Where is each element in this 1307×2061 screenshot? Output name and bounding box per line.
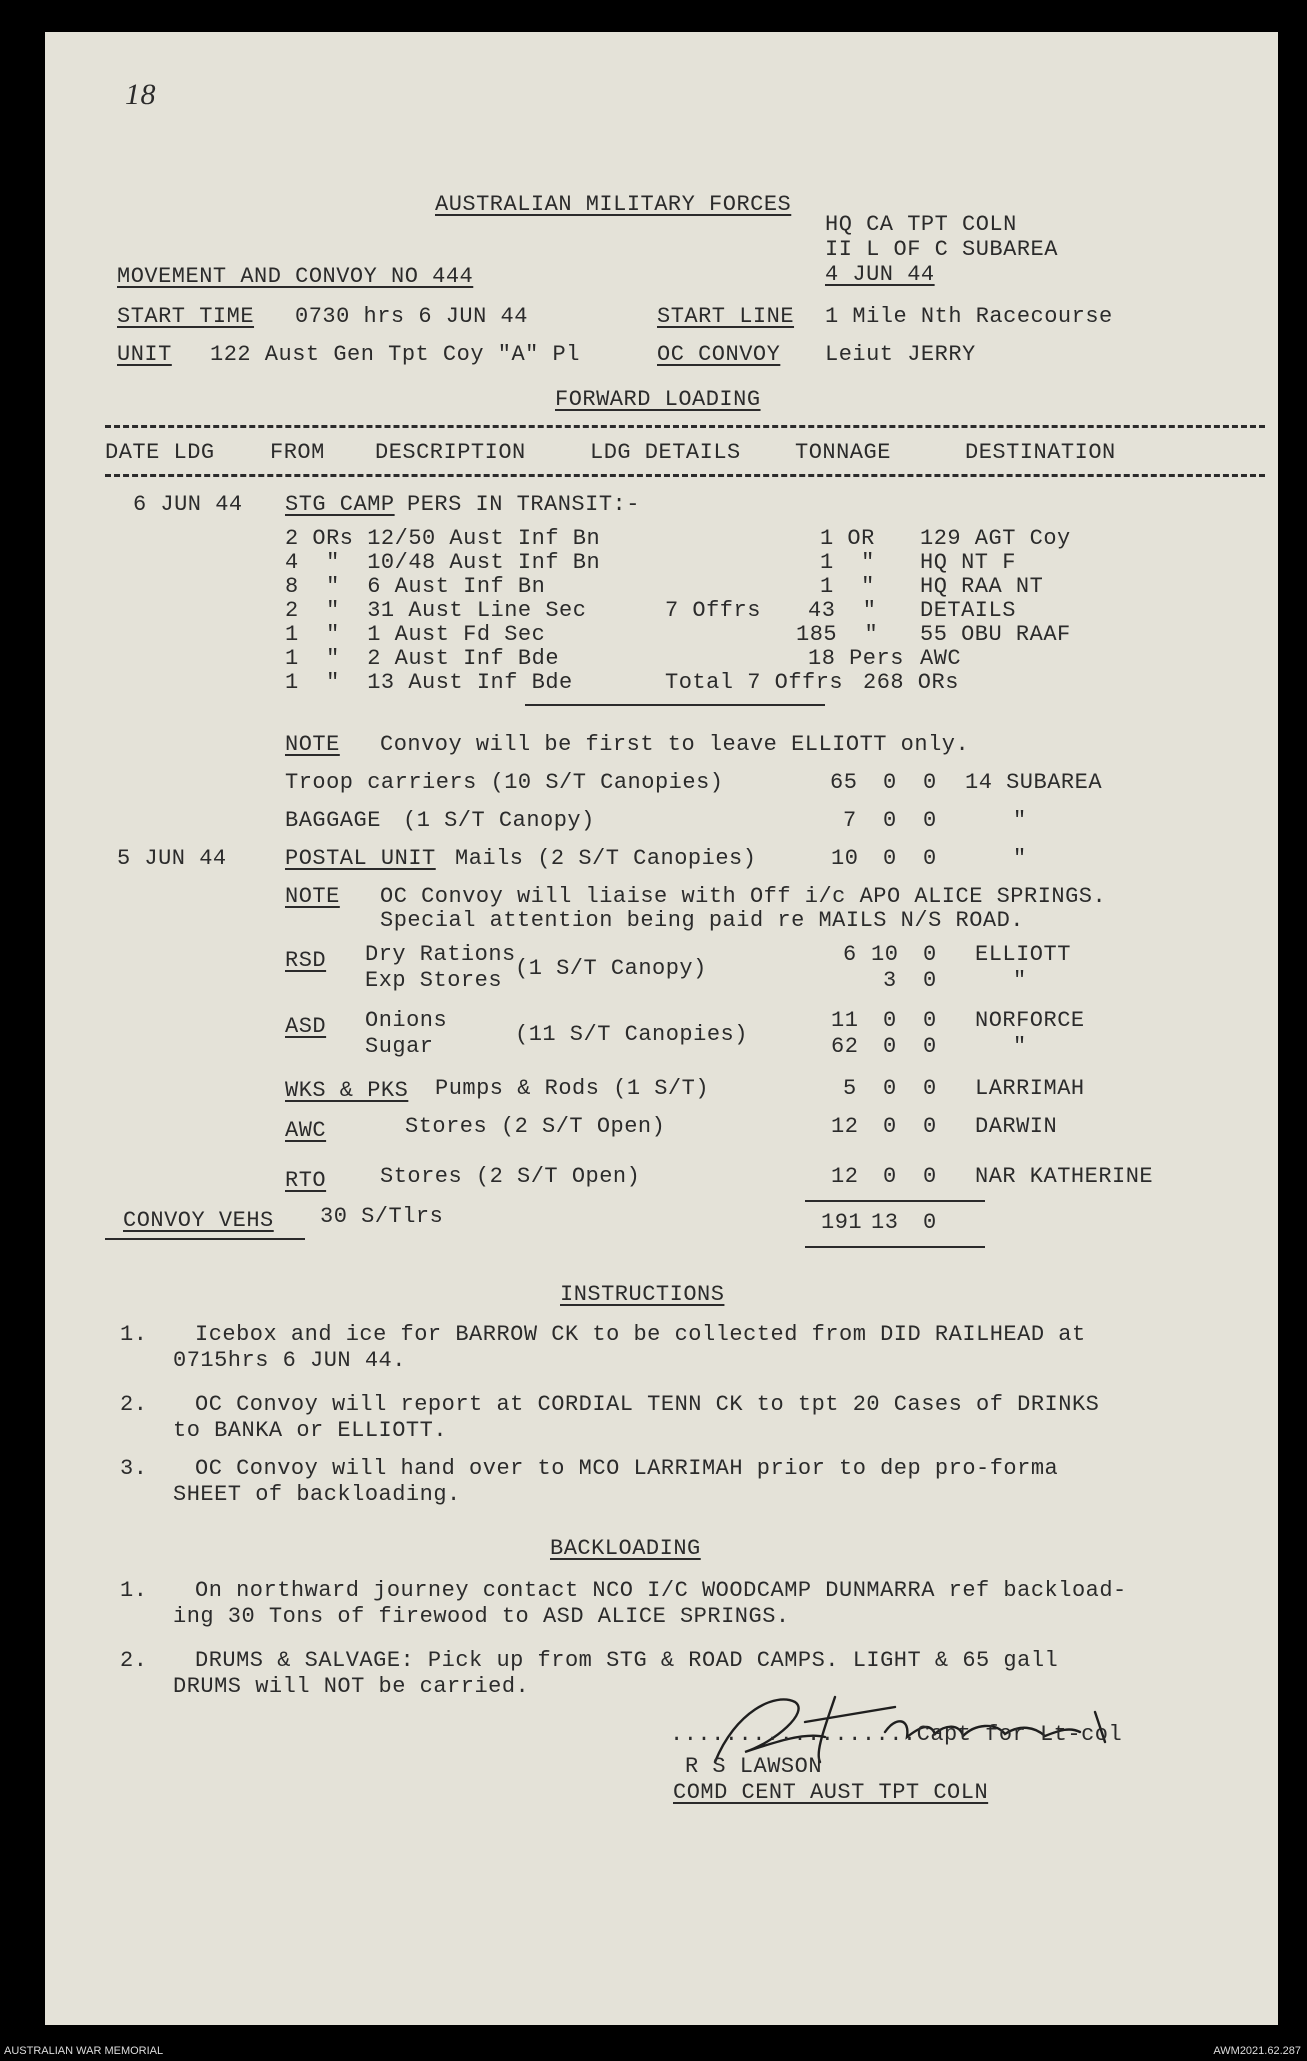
pers-desc: 8 " 6 Aust Inf Bn bbox=[285, 574, 546, 599]
note-label: NOTE bbox=[285, 884, 340, 909]
rsd-desc: (1 S/T Canopy) bbox=[515, 956, 707, 981]
instruction-line1: Icebox and ice for BARROW CK to be collected from DID RAILHEAD at bbox=[195, 1322, 1086, 1347]
stg-from: STG CAMP bbox=[285, 492, 395, 517]
instruction-line1: OC Convoy will report at CORDIAL TENN CK to tpt 20 Cases of DRINKS bbox=[195, 1392, 1100, 1417]
pers-tonnage: 1 " bbox=[820, 574, 875, 599]
instruction-num: 3. bbox=[120, 1456, 148, 1481]
doc-date: 4 JUN 44 bbox=[825, 262, 935, 287]
pers-dest: 129 AGT Coy bbox=[920, 526, 1071, 551]
instruction-line2: SHEET of backloading. bbox=[173, 1482, 461, 1507]
baggage-ton-cwt: 0 bbox=[883, 808, 897, 833]
pers-details: 7 Offrs bbox=[665, 598, 761, 623]
asd-ton-qtr: 0 bbox=[923, 1008, 937, 1033]
rto-ton-cwt: 0 bbox=[883, 1164, 897, 1189]
rule-top bbox=[105, 425, 1265, 428]
col-description: DESCRIPTION bbox=[375, 440, 526, 465]
forward-loading-title: FORWARD LOADING bbox=[555, 387, 761, 412]
backloading-num: 2. bbox=[120, 1648, 148, 1673]
col-date: DATE LDG bbox=[105, 440, 215, 465]
baggage-desc: (1 S/T Canopy) bbox=[403, 808, 595, 833]
pers-tonnage: 1 " bbox=[820, 550, 875, 575]
baggage-ton-tons: 7 bbox=[843, 808, 857, 833]
pers-tonnage: 185 " bbox=[796, 622, 879, 647]
rto-label: RTO bbox=[285, 1168, 327, 1193]
pers-details: Total 7 Offrs bbox=[665, 670, 844, 695]
backloading-line2: ing 30 Tons of firewood to ASD ALICE SPRINGS. bbox=[173, 1604, 790, 1629]
rule-header bbox=[105, 474, 1265, 477]
awc-ton-cwt: 0 bbox=[883, 1114, 897, 1139]
movement-title: MOVEMENT AND CONVOY NO 444 bbox=[117, 264, 474, 289]
unit-label: UNIT bbox=[117, 342, 172, 367]
convoy-vehs-label: CONVOY VEHS bbox=[123, 1208, 274, 1233]
troop-ton-cwt: 0 bbox=[883, 770, 897, 795]
pers-dest: AWC bbox=[920, 646, 962, 671]
rsd-ton2-cwt: 3 bbox=[883, 968, 897, 993]
pers-tonnage: 1 OR bbox=[820, 526, 875, 551]
rsd-ton2-qtr: 0 bbox=[923, 968, 937, 993]
note-text-line2: Special attention being paid re MAILS N/S ROAD. bbox=[380, 908, 1025, 933]
col-ldg-details: LDG DETAILS bbox=[590, 440, 741, 465]
asd-ton2-cwt: 0 bbox=[883, 1034, 897, 1059]
convoy-rule bbox=[105, 1238, 305, 1240]
pers-desc: 1 " 13 Aust Inf Bde bbox=[285, 670, 573, 695]
col-from: FROM bbox=[270, 440, 325, 465]
unit-value: 122 Aust Gen Tpt Coy "A" Pl bbox=[210, 342, 580, 367]
note-label: NOTE bbox=[285, 732, 340, 757]
backloading-num: 1. bbox=[120, 1578, 148, 1603]
start-line-value: 1 Mile Nth Racecourse bbox=[825, 304, 1113, 329]
troop-dest: 14 SUBAREA bbox=[965, 770, 1103, 795]
rsd-label: RSD bbox=[285, 948, 327, 973]
note-text-line1: OC Convoy will liaise with Off i/c APO ALICE SPRINGS. bbox=[380, 884, 1107, 909]
pers-tonnage: 43 " bbox=[808, 598, 877, 623]
instruction-line1: OC Convoy will hand over to MCO LARRIMAH prior to dep pro-forma bbox=[195, 1456, 1059, 1481]
stg-desc: PERS IN TRANSIT:- bbox=[407, 492, 640, 517]
awc-desc: Stores (2 S/T Open) bbox=[405, 1114, 666, 1139]
rto-desc: Stores (2 S/T Open) bbox=[380, 1164, 641, 1189]
postal-date: 5 JUN 44 bbox=[117, 846, 227, 871]
ditto-mark: " bbox=[1013, 1034, 1027, 1059]
start-time-label: START TIME bbox=[117, 304, 255, 329]
subarea-line: II L OF C SUBAREA bbox=[825, 237, 1058, 262]
convoy-vehs-value: 30 S/Tlrs bbox=[320, 1204, 444, 1229]
note-text: Convoy will be first to leave ELLIOTT only. bbox=[380, 732, 970, 757]
awc-ton-qtr: 0 bbox=[923, 1114, 937, 1139]
pers-desc: 2 " 31 Aust Line Sec bbox=[285, 598, 587, 623]
rto-dest: NAR KATHERINE bbox=[975, 1164, 1154, 1189]
signatory-name: R S LAWSON bbox=[685, 1754, 823, 1779]
asd-dest: NORFORCE bbox=[975, 1008, 1085, 1033]
document-page bbox=[45, 32, 1278, 2025]
pers-dest: 55 OBU RAAF bbox=[920, 622, 1071, 647]
awc-ton-tons: 12 bbox=[831, 1114, 859, 1139]
backloading-title: BACKLOADING bbox=[550, 1536, 701, 1561]
wks-label: WKS & PKS bbox=[285, 1078, 409, 1103]
start-time-value: 0730 hrs 6 JUN 44 bbox=[295, 304, 528, 329]
hq-line: HQ CA TPT COLN bbox=[825, 212, 1017, 237]
rsd-ton-cwt: 10 bbox=[871, 942, 899, 967]
oc-convoy-label: OC CONVOY bbox=[657, 342, 781, 367]
backloading-line1: DRUMS & SALVAGE: Pick up from STG & ROAD CAMPS. LIGHT & 65 gall bbox=[195, 1648, 1059, 1673]
divider-rule bbox=[525, 704, 825, 706]
troop-ton-tons: 65 bbox=[830, 770, 858, 795]
rsd-ton-tons: 6 bbox=[843, 942, 857, 967]
rsd-item2: Exp Stores bbox=[365, 968, 503, 993]
pers-desc: 2 ORs 12/50 Aust Inf Bn bbox=[285, 526, 601, 551]
pers-dest: HQ RAA NT bbox=[920, 574, 1044, 599]
backloading-line2: DRUMS will NOT be carried. bbox=[173, 1674, 530, 1699]
troop-desc: Troop carriers (10 S/T Canopies) bbox=[285, 770, 724, 795]
asd-desc: (11 S/T Canopies) bbox=[515, 1022, 748, 1047]
instruction-num: 2. bbox=[120, 1392, 148, 1417]
col-destination: DESTINATION bbox=[965, 440, 1116, 465]
col-tonnage: TONNAGE bbox=[795, 440, 891, 465]
footer-right: AWM2021.62.287 bbox=[1213, 2045, 1301, 2057]
pers-tonnage: 18 Pers bbox=[808, 646, 904, 671]
awc-label: AWC bbox=[285, 1118, 327, 1143]
footer-left: AUSTRALIAN WAR MEMORIAL bbox=[4, 2045, 164, 2057]
postal-desc: Mails (2 S/T Canopies) bbox=[455, 846, 757, 871]
asd-ton-cwt: 0 bbox=[883, 1008, 897, 1033]
total-ton-cwt: 13 bbox=[871, 1210, 899, 1235]
instruction-num: 1. bbox=[120, 1322, 148, 1347]
ditto-mark: " bbox=[1013, 968, 1027, 993]
pers-dest: DETAILS bbox=[920, 598, 1016, 623]
pers-tonnage: 268 ORs bbox=[863, 670, 959, 695]
awc-dest: DARWIN bbox=[975, 1114, 1058, 1139]
troop-ton-qtr: 0 bbox=[923, 770, 937, 795]
instructions-title: INSTRUCTIONS bbox=[560, 1282, 725, 1307]
wks-ton-qtr: 0 bbox=[923, 1076, 937, 1101]
instruction-line2: 0715hrs 6 JUN 44. bbox=[173, 1348, 406, 1373]
ditto-mark: " bbox=[1013, 808, 1027, 833]
asd-ton-tons: 11 bbox=[831, 1008, 859, 1033]
asd-label: ASD bbox=[285, 1014, 327, 1039]
rsd-dest: ELLIOTT bbox=[975, 942, 1071, 967]
baggage-label: BAGGAGE bbox=[285, 808, 381, 833]
rto-ton-qtr: 0 bbox=[923, 1164, 937, 1189]
total-ton-qtr: 0 bbox=[923, 1210, 937, 1235]
pers-dest: HQ NT F bbox=[920, 550, 1016, 575]
stg-date: 6 JUN 44 bbox=[133, 492, 243, 517]
asd-ton2-qtr: 0 bbox=[923, 1034, 937, 1059]
total-rule-bottom bbox=[805, 1246, 985, 1248]
postal-ton-qtr: 0 bbox=[923, 846, 937, 871]
wks-ton-cwt: 0 bbox=[883, 1076, 897, 1101]
ditto-mark: " bbox=[1013, 846, 1027, 871]
asd-ton2-tons: 62 bbox=[831, 1034, 859, 1059]
rsd-item1: Dry Rations bbox=[365, 942, 516, 967]
total-ton-tons: 191 bbox=[821, 1210, 863, 1235]
rsd-ton-qtr: 0 bbox=[923, 942, 937, 967]
postal-label: POSTAL UNIT bbox=[285, 846, 436, 871]
wks-dest: LARRIMAH bbox=[975, 1076, 1085, 1101]
rto-ton-tons: 12 bbox=[831, 1164, 859, 1189]
signatory-title: COMD CENT AUST TPT COLN bbox=[673, 1780, 989, 1805]
start-line-label: START LINE bbox=[657, 304, 795, 329]
baggage-ton-qtr: 0 bbox=[923, 808, 937, 833]
doc-title: AUSTRALIAN MILITARY FORCES bbox=[435, 192, 792, 217]
pers-desc: 1 " 2 Aust Inf Bde bbox=[285, 646, 560, 671]
asd-item1: Onions bbox=[365, 1008, 448, 1033]
backloading-line1: On northward journey contact NCO I/C WOODCAMP DUNMARRA ref backload- bbox=[195, 1578, 1127, 1603]
oc-convoy-value: Leiut JERRY bbox=[825, 342, 976, 367]
signature-line: ..................Capt for Lt-col bbox=[670, 1722, 1123, 1747]
instruction-line2: to BANKA or ELLIOTT. bbox=[173, 1418, 448, 1443]
pers-desc: 4 " 10/48 Aust Inf Bn bbox=[285, 550, 601, 575]
postal-ton-cwt: 0 bbox=[883, 846, 897, 871]
wks-desc: Pumps & Rods (1 S/T) bbox=[435, 1076, 710, 1101]
wks-ton-tons: 5 bbox=[843, 1076, 857, 1101]
page-number: 18 bbox=[125, 78, 156, 111]
pers-desc: 1 " 1 Aust Fd Sec bbox=[285, 622, 546, 647]
asd-item2: Sugar bbox=[365, 1034, 434, 1059]
postal-ton-tons: 10 bbox=[831, 846, 859, 871]
total-rule-top bbox=[805, 1200, 985, 1202]
